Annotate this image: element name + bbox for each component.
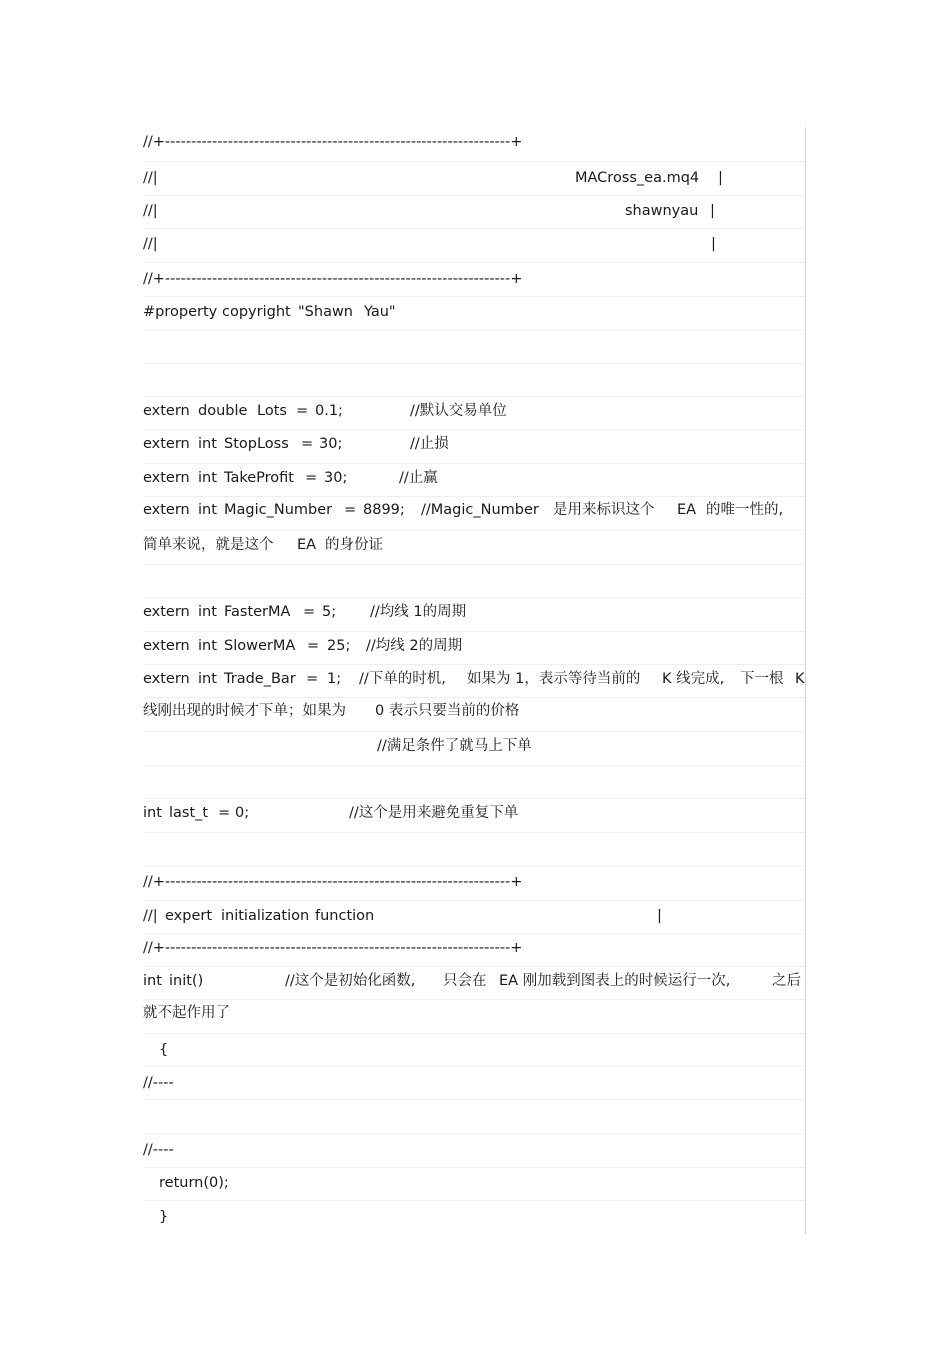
text-line — [143, 664, 806, 698]
line-segment: return(0); — [159, 1175, 229, 1191]
line-segment: int — [143, 973, 162, 989]
line-segment: K 线完成, — [662, 671, 725, 687]
line-segment: extern — [143, 403, 190, 419]
line-segment: 0 表示只要当前的价格 — [375, 703, 520, 719]
line-segment: //默认交易单位 — [410, 403, 507, 419]
line-segment: //| — [143, 908, 158, 924]
line-segment: Magic_Number — [224, 502, 333, 518]
line-segment: 下一根 — [740, 671, 784, 687]
text-line — [143, 1033, 806, 1067]
text-line — [143, 832, 806, 866]
text-line — [143, 798, 806, 832]
text-line — [143, 296, 806, 330]
line-segment: | — [710, 203, 715, 219]
line-segment: int — [198, 638, 217, 654]
text-line — [143, 496, 806, 530]
line-segment: extern — [143, 502, 190, 518]
line-segment: EA — [677, 502, 697, 518]
line-segment: = — [303, 604, 316, 620]
line-segment: shawnyau — [625, 203, 699, 219]
line-segment: 之后 — [772, 973, 801, 989]
line-segment: 简单来说，就是这个 — [143, 537, 274, 553]
line-segment: } — [159, 1209, 169, 1225]
text-line — [143, 463, 806, 497]
line-segment: //止赢 — [399, 470, 438, 486]
line-segment: 的身份证 — [325, 537, 383, 553]
line-segment: extern — [143, 604, 190, 620]
text-line — [143, 597, 806, 631]
line-segment: //+------------------------------------------------------------------+ — [143, 940, 523, 956]
line-segment: = — [306, 671, 319, 687]
line-segment: 是用来标识这个 — [553, 502, 655, 518]
line-segment: 5; — [322, 604, 337, 620]
line-segment: 就不起作用了 — [143, 1005, 230, 1021]
line-segment: //+------------------------------------------------------------------+ — [143, 874, 523, 890]
line-segment: extern — [143, 470, 190, 486]
line-segment: = — [301, 436, 314, 452]
line-segment: //---- — [143, 1142, 174, 1158]
line-segment: Lots — [257, 403, 287, 419]
line-segment: | — [657, 908, 662, 924]
line-segment: 0.1; — [315, 403, 343, 419]
line-segment: #property — [143, 304, 218, 320]
line-segment: int — [198, 604, 217, 620]
line-segment: //| — [143, 203, 158, 219]
text-line — [143, 564, 806, 598]
line-segment: initialization — [221, 908, 310, 924]
text-line — [143, 1099, 806, 1133]
line-segment: //满足条件了就马上下单 — [377, 738, 532, 754]
line-segment: //均线 1的周期 — [370, 604, 467, 620]
line-segment: StopLoss — [224, 436, 289, 452]
line-segment: int — [198, 671, 217, 687]
line-segment: "Shawn — [298, 304, 353, 320]
text-line — [143, 1200, 806, 1234]
line-segment: 线刚出现的时候才下单；如果为 — [143, 703, 346, 719]
text-line — [143, 330, 806, 364]
line-segment: extern — [143, 671, 190, 687]
text-line — [143, 999, 806, 1033]
line-segment: double — [198, 403, 248, 419]
line-segment: 0; — [235, 805, 250, 821]
text-line — [143, 1167, 806, 1201]
line-segment: function — [315, 908, 375, 924]
line-segment: expert — [165, 908, 213, 924]
text-line — [143, 228, 806, 262]
line-segment: //下单的时机, — [359, 671, 446, 687]
text-line — [143, 933, 806, 967]
text-line — [143, 429, 806, 463]
line-segment: K — [795, 671, 805, 687]
line-segment: 25; — [327, 638, 351, 654]
line-segment: Trade_Bar — [224, 671, 296, 687]
text-line — [143, 127, 806, 161]
line-segment: | — [718, 170, 723, 186]
line-segment: TakeProfit — [224, 470, 294, 486]
line-segment: = — [218, 805, 231, 821]
line-segment: 的唯一性的, — [706, 502, 784, 518]
line-segment: //这个是初始化函数, — [285, 973, 416, 989]
line-segment: int — [198, 502, 217, 518]
line-segment: //| — [143, 236, 158, 252]
text-line — [143, 195, 806, 229]
line-segment: 30; — [319, 436, 343, 452]
text-line — [143, 631, 806, 665]
text-line — [143, 866, 806, 900]
text-line — [143, 966, 806, 1000]
text-line — [143, 363, 806, 397]
line-segment: 如果为 1，表示等待当前的 — [467, 671, 641, 687]
text-line — [143, 262, 806, 296]
line-segment: 只会在 — [443, 973, 487, 989]
line-segment: //+------------------------------------------------------------------+ — [143, 134, 523, 150]
line-segment: 30; — [324, 470, 348, 486]
line-segment: 1; — [327, 671, 342, 687]
line-segment: //这个是用来避免重复下单 — [349, 805, 519, 821]
line-segment: = — [296, 403, 309, 419]
line-segment: EA — [297, 537, 317, 553]
text-line — [143, 396, 806, 430]
line-segment: SlowerMA — [224, 638, 296, 654]
line-segment: //Magic_Number — [421, 502, 539, 518]
text-line — [143, 530, 806, 564]
line-segment: copyright — [222, 304, 291, 320]
line-segment: | — [711, 236, 716, 252]
line-segment: int — [198, 436, 217, 452]
line-segment: EA 刚加载到图表上的时候运行一次, — [499, 973, 731, 989]
line-segment: //止损 — [410, 436, 449, 452]
line-segment: FasterMA — [224, 604, 291, 620]
line-segment: extern — [143, 436, 190, 452]
line-segment: Yau" — [364, 304, 396, 320]
text-line — [143, 161, 806, 195]
line-segment: //| — [143, 170, 158, 186]
line-segment: extern — [143, 638, 190, 654]
line-segment: int — [198, 470, 217, 486]
text-line — [143, 1133, 806, 1167]
line-segment: int — [143, 805, 162, 821]
line-segment: last_t — [169, 805, 209, 821]
line-segment: //均线 2的周期 — [366, 638, 463, 654]
line-segment: { — [159, 1042, 169, 1058]
line-segment: //---- — [143, 1075, 174, 1091]
text-line — [143, 697, 806, 731]
text-line — [143, 900, 806, 934]
text-line — [143, 1066, 806, 1100]
text-line — [143, 765, 806, 799]
line-segment: //+------------------------------------------------------------------+ — [143, 271, 523, 287]
line-segment: init() — [169, 973, 204, 989]
line-segment: MACross_ea.mq4 — [575, 170, 700, 186]
line-segment: = — [307, 638, 320, 654]
line-segment: = — [305, 470, 318, 486]
text-line — [143, 731, 806, 765]
line-segment: = — [344, 502, 357, 518]
line-segment: 8899; — [363, 502, 405, 518]
